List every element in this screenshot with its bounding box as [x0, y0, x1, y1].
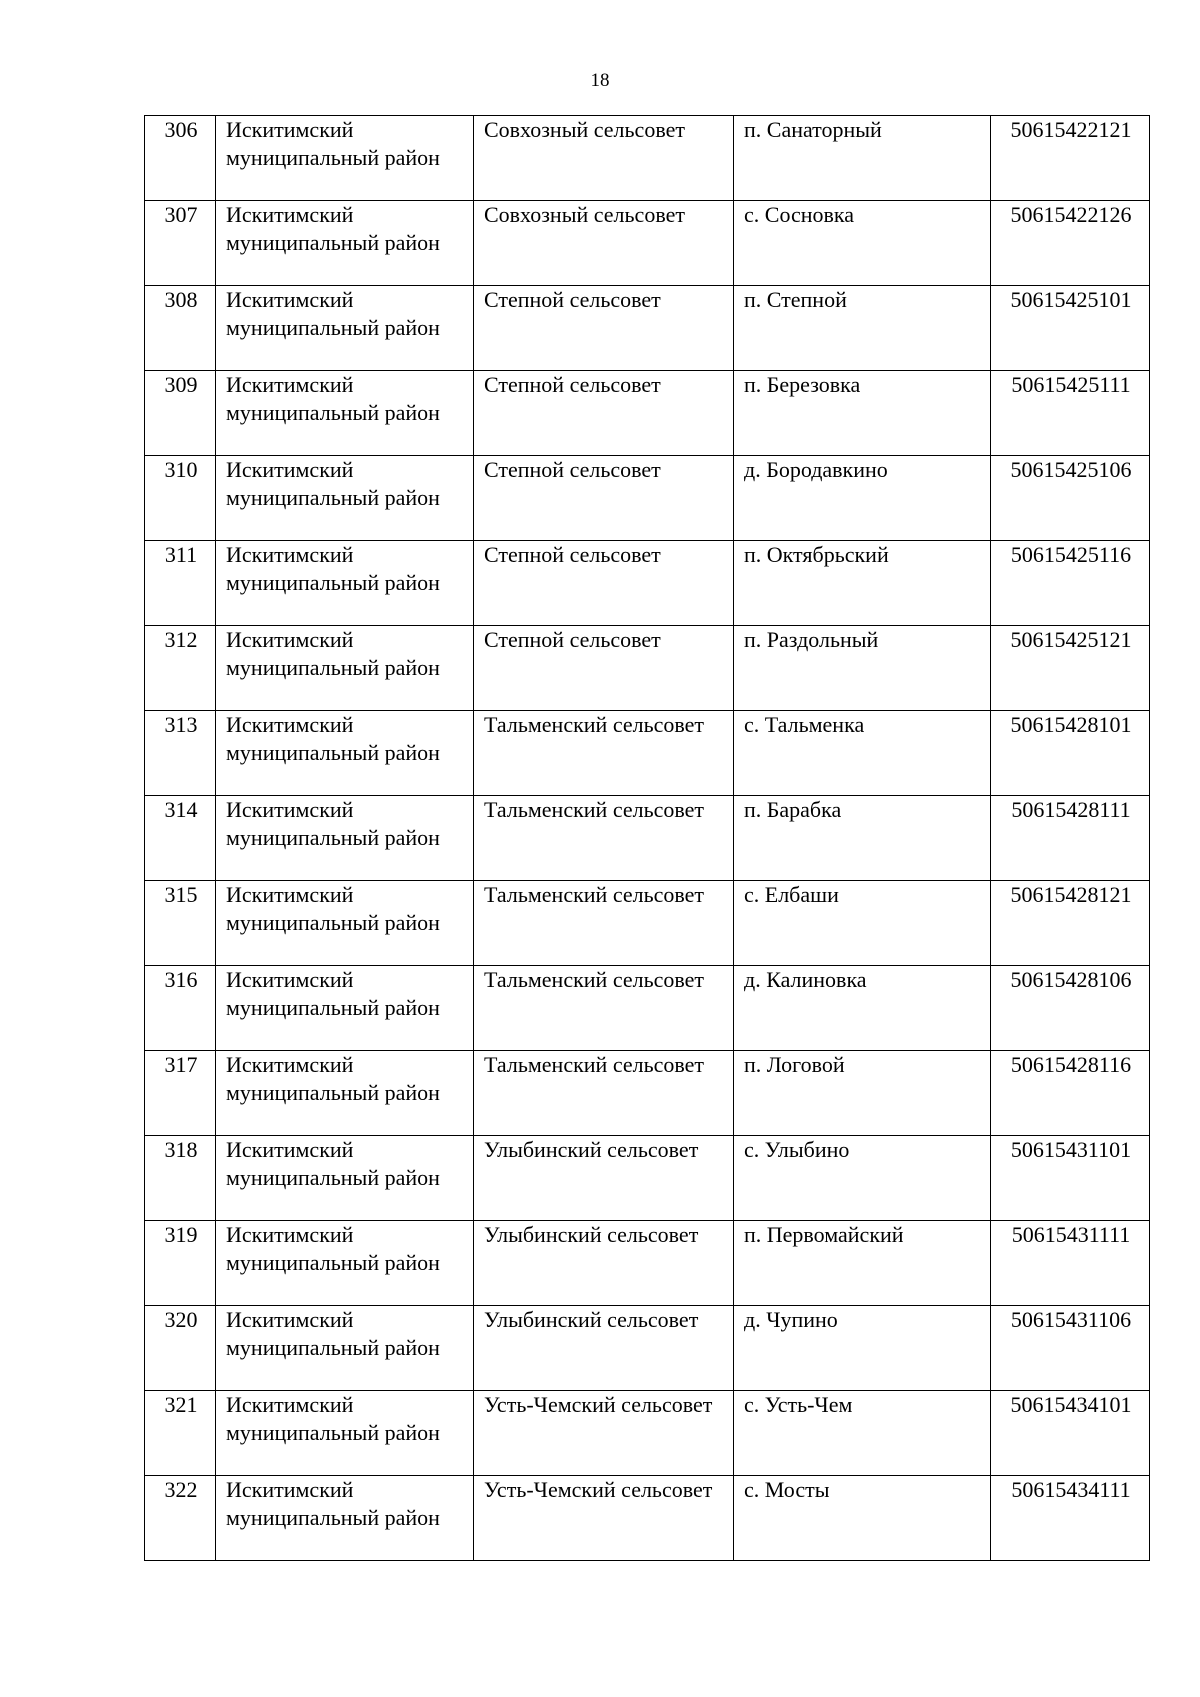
settlement-name-cell [734, 1476, 991, 1561]
oktmo-code: 50615431106 [1010, 1307, 1132, 1332]
settlement-name: п. Первомайский [744, 1222, 904, 1247]
oktmo-code: 50615422121 [1010, 117, 1132, 142]
council-name-cell [474, 966, 734, 1051]
row-number-cell [145, 1051, 216, 1136]
council-name: Улыбинский сельсовет [484, 1307, 699, 1332]
district-name-cell [216, 1476, 474, 1561]
council-name: Тальменский сельсовет [484, 967, 705, 992]
district-name-cell [216, 881, 474, 966]
row-number: 312 [164, 627, 198, 652]
settlement-name-cell [734, 1391, 991, 1476]
council-name: Степной сельсовет [484, 287, 661, 312]
row-number: 322 [164, 1477, 198, 1502]
row-number-cell [145, 541, 216, 626]
row-number-cell [145, 1136, 216, 1221]
settlement-name-cell [734, 371, 991, 456]
council-name-cell [474, 286, 734, 371]
council-name: Тальменский сельсовет [484, 1052, 705, 1077]
district-name: Искитимский муниципальный район [226, 202, 440, 255]
district-name: Искитимский муниципальный район [226, 542, 440, 595]
row-number: 306 [164, 117, 198, 142]
settlement-name: с. Усть-Чем [744, 1392, 853, 1417]
settlement-name: п. Степной [744, 287, 847, 312]
settlement-name-cell [734, 456, 991, 541]
row-number-cell [145, 456, 216, 541]
council-name: Улыбинский сельсовет [484, 1222, 699, 1247]
settlement-name-cell [734, 201, 991, 286]
page-number: 18 [590, 70, 610, 91]
oktmo-code-cell [991, 1051, 1150, 1136]
row-number: 310 [164, 457, 198, 482]
council-name-cell [474, 1391, 734, 1476]
council-name-cell [474, 1051, 734, 1136]
council-name-cell [474, 796, 734, 881]
oktmo-code-cell [991, 626, 1150, 711]
settlement-name-cell [734, 626, 991, 711]
settlement-name: д. Бородавкино [744, 457, 888, 482]
settlement-name: п. Логовой [744, 1052, 845, 1077]
row-number-cell [145, 1306, 216, 1391]
row-number: 311 [164, 542, 198, 567]
settlement-name: с. Улыбино [744, 1137, 850, 1162]
council-name-cell [474, 626, 734, 711]
oktmo-code: 50615434101 [1010, 1392, 1132, 1417]
row-number-cell [145, 116, 216, 201]
council-name-cell [474, 116, 734, 201]
district-name-cell [216, 966, 474, 1051]
oktmo-code: 50615425101 [1010, 287, 1132, 312]
table-row [145, 881, 1150, 966]
settlement-name: с. Мосты [744, 1477, 830, 1502]
settlement-name-cell [734, 1306, 991, 1391]
district-name-cell [216, 456, 474, 541]
table-row [145, 711, 1150, 796]
oktmo-code: 50615428101 [1010, 712, 1132, 737]
district-name-cell [216, 116, 474, 201]
table-row [145, 626, 1150, 711]
oktmo-code-cell [991, 966, 1150, 1051]
oktmo-code-cell [991, 541, 1150, 626]
district-name: Искитимский муниципальный район [226, 882, 440, 935]
council-name-cell [474, 541, 734, 626]
oktmo-code-cell [991, 116, 1150, 201]
district-name-cell [216, 201, 474, 286]
settlement-name-cell [734, 541, 991, 626]
settlement-name-cell [734, 1136, 991, 1221]
table-row [145, 966, 1150, 1051]
table-row [145, 796, 1150, 881]
row-number-cell [145, 201, 216, 286]
settlement-name: с. Тальменка [744, 712, 865, 737]
district-name: Искитимский муниципальный район [226, 117, 440, 170]
district-name-cell [216, 711, 474, 796]
council-name-cell [474, 1306, 734, 1391]
district-name-cell [216, 1306, 474, 1391]
council-name: Степной сельсовет [484, 372, 661, 397]
row-number: 309 [164, 372, 198, 397]
council-name-cell [474, 881, 734, 966]
table-row [145, 201, 1150, 286]
settlement-name: п. Березовка [744, 372, 861, 397]
row-number: 308 [164, 287, 198, 312]
council-name-cell [474, 371, 734, 456]
council-name: Тальменский сельсовет [484, 712, 705, 737]
settlement-name-cell [734, 116, 991, 201]
district-name: Искитимский муниципальный район [226, 1052, 440, 1105]
row-number-cell [145, 286, 216, 371]
table-row [145, 286, 1150, 371]
settlement-name-cell [734, 796, 991, 881]
settlement-name: д. Чупино [744, 1307, 838, 1332]
district-name: Искитимский муниципальный район [226, 1392, 440, 1445]
oktmo-code: 50615425121 [1010, 627, 1132, 652]
settlement-name-cell [734, 1221, 991, 1306]
district-name-cell [216, 1391, 474, 1476]
row-number: 319 [164, 1222, 198, 1247]
table-row [145, 1306, 1150, 1391]
settlement-name: п. Октябрьский [744, 542, 889, 567]
oktmo-code: 50615431101 [1010, 1137, 1132, 1162]
row-number: 318 [164, 1137, 198, 1162]
council-name-cell [474, 456, 734, 541]
council-name: Усть-Чемский сельсовет [484, 1477, 713, 1502]
settlement-name-cell [734, 881, 991, 966]
settlement-name-cell [734, 286, 991, 371]
district-name: Искитимский муниципальный район [226, 1137, 440, 1190]
table-row [145, 456, 1150, 541]
council-name: Степной сельсовет [484, 627, 661, 652]
district-name: Искитимский муниципальный район [226, 287, 440, 340]
settlement-name: п. Раздольный [744, 627, 879, 652]
district-name-cell [216, 796, 474, 881]
district-name: Искитимский муниципальный район [226, 372, 440, 425]
oktmo-code-cell [991, 201, 1150, 286]
council-name-cell [474, 711, 734, 796]
row-number-cell [145, 966, 216, 1051]
council-name: Степной сельсовет [484, 542, 661, 567]
row-number: 316 [164, 967, 198, 992]
council-name-cell [474, 1136, 734, 1221]
oktmo-code-cell [991, 1136, 1150, 1221]
council-name-cell [474, 1476, 734, 1561]
oktmo-code: 50615425116 [1010, 542, 1132, 567]
table-row [145, 1221, 1150, 1306]
row-number-cell [145, 1476, 216, 1561]
settlement-name: с. Елбаши [744, 882, 839, 907]
oktmo-code: 50615428106 [1010, 967, 1132, 992]
council-name: Тальменский сельсовет [484, 797, 705, 822]
council-name: Усть-Чемский сельсовет [484, 1392, 713, 1417]
district-name: Искитимский муниципальный район [226, 1222, 440, 1275]
settlement-name-cell [734, 711, 991, 796]
district-name: Искитимский муниципальный район [226, 967, 440, 1020]
settlement-name: п. Санаторный [744, 117, 882, 142]
table-row [145, 1136, 1150, 1221]
oktmo-code-cell [991, 456, 1150, 541]
table-row [145, 1476, 1150, 1561]
oktmo-code: 50615434111 [1011, 1477, 1131, 1502]
district-name: Искитимский муниципальный район [226, 1477, 440, 1530]
council-name-cell [474, 1221, 734, 1306]
row-number-cell [145, 1391, 216, 1476]
oktmo-code: 50615431111 [1011, 1222, 1131, 1247]
district-name: Искитимский муниципальный район [226, 797, 440, 850]
table-row [145, 1391, 1150, 1476]
table-row [145, 541, 1150, 626]
settlement-name-cell [734, 966, 991, 1051]
settlement-name: п. Барабка [744, 797, 842, 822]
district-name: Искитимский муниципальный район [226, 457, 440, 510]
district-name-cell [216, 626, 474, 711]
oktmo-code-cell [991, 881, 1150, 966]
row-number-cell [145, 626, 216, 711]
settlements-table [144, 115, 1150, 1561]
settlement-name: д. Калиновка [744, 967, 867, 992]
row-number: 307 [164, 202, 198, 227]
oktmo-code-cell [991, 286, 1150, 371]
settlements-table-body [145, 116, 1150, 1561]
row-number: 313 [164, 712, 198, 737]
oktmo-code: 50615428116 [1010, 1052, 1132, 1077]
oktmo-code-cell [991, 1391, 1150, 1476]
council-name-cell [474, 201, 734, 286]
row-number: 321 [164, 1392, 198, 1417]
row-number-cell [145, 371, 216, 456]
oktmo-code: 50615422126 [1010, 202, 1132, 227]
oktmo-code: 50615425106 [1010, 457, 1132, 482]
row-number-cell [145, 711, 216, 796]
district-name-cell [216, 1051, 474, 1136]
council-name: Степной сельсовет [484, 457, 661, 482]
district-name-cell [216, 286, 474, 371]
row-number: 315 [164, 882, 198, 907]
row-number: 317 [164, 1052, 198, 1077]
oktmo-code-cell [991, 371, 1150, 456]
council-name: Совхозный сельсовет [484, 117, 685, 142]
table-row [145, 1051, 1150, 1136]
district-name-cell [216, 371, 474, 456]
row-number-cell [145, 881, 216, 966]
table-row [145, 371, 1150, 456]
oktmo-code: 50615428111 [1011, 797, 1131, 822]
row-number: 314 [164, 797, 198, 822]
row-number-cell [145, 796, 216, 881]
district-name: Искитимский муниципальный район [226, 1307, 440, 1360]
district-name: Искитимский муниципальный район [226, 627, 440, 680]
council-name: Совхозный сельсовет [484, 202, 685, 227]
settlement-name-cell [734, 1051, 991, 1136]
row-number-cell [145, 1221, 216, 1306]
oktmo-code-cell [991, 711, 1150, 796]
row-number: 320 [164, 1307, 198, 1332]
council-name: Тальменский сельсовет [484, 882, 705, 907]
district-name-cell [216, 1221, 474, 1306]
council-name: Улыбинский сельсовет [484, 1137, 699, 1162]
settlement-name: с. Сосновка [744, 202, 855, 227]
table-row [145, 116, 1150, 201]
oktmo-code: 50615425111 [1011, 372, 1131, 397]
oktmo-code: 50615428121 [1010, 882, 1132, 907]
oktmo-code-cell [991, 1221, 1150, 1306]
district-name-cell [216, 541, 474, 626]
district-name: Искитимский муниципальный район [226, 712, 440, 765]
oktmo-code-cell [991, 1306, 1150, 1391]
oktmo-code-cell [991, 1476, 1150, 1561]
district-name-cell [216, 1136, 474, 1221]
oktmo-code-cell [991, 796, 1150, 881]
